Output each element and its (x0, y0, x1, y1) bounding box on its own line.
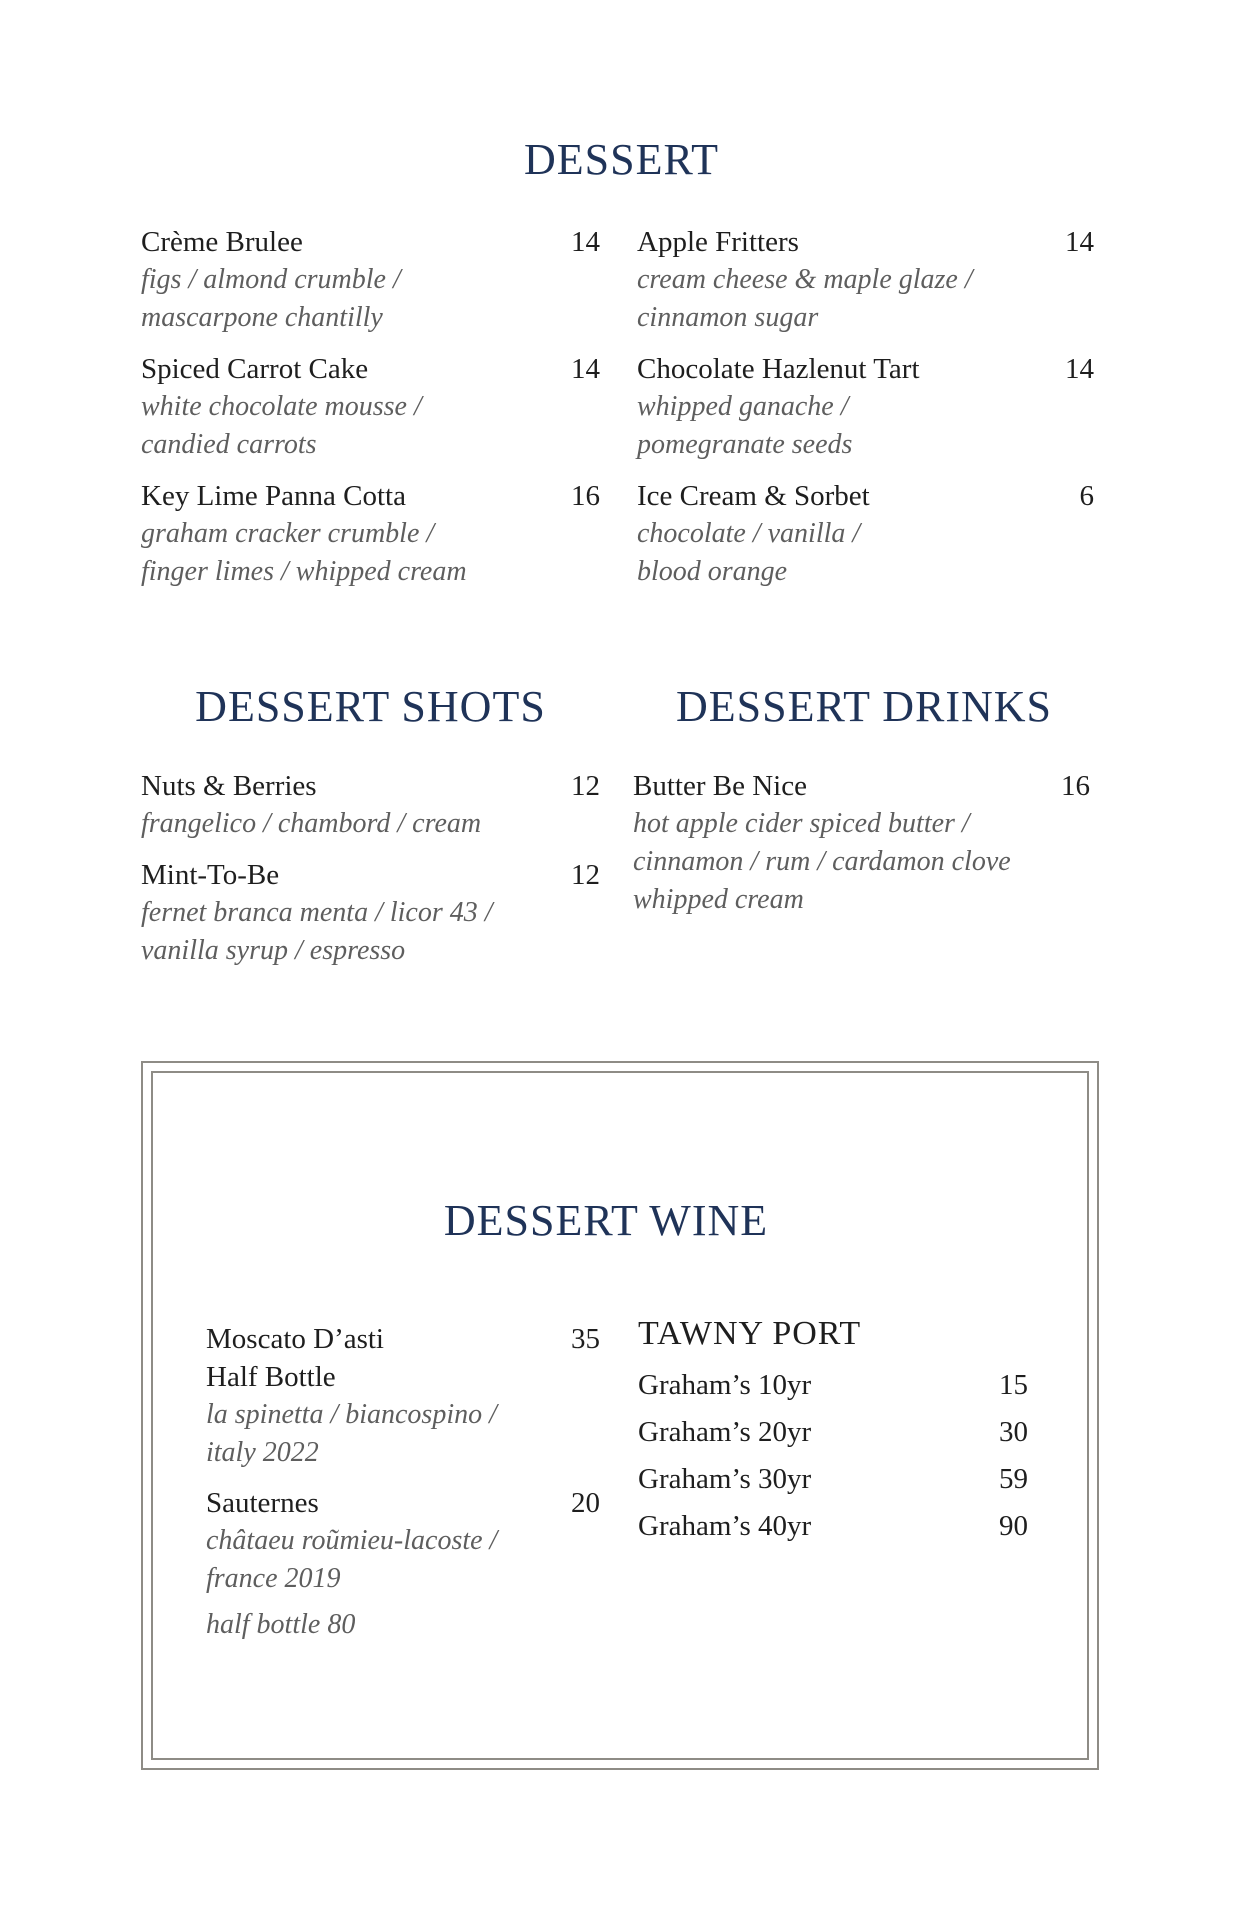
tawny-port-heading: TAWNY PORT (638, 1315, 862, 1352)
item-name: Crème Brulee (141, 226, 303, 258)
item-description: whipped cream (633, 884, 804, 915)
half-bottle-note: half bottle 80 (206, 1609, 356, 1640)
item-name: Moscato D’asti (206, 1323, 384, 1355)
item-name: Sauternes (206, 1487, 319, 1519)
item-description: cinnamon sugar (637, 302, 819, 333)
item-name: Apple Fritters (637, 226, 799, 258)
item-price: 14 (1065, 226, 1094, 258)
port-name: Graham’s 10yr (638, 1369, 812, 1401)
menu-item-butter-be-nice (633, 767, 1090, 919)
item-description: châtaeu roũmieu-lacoste / (206, 1525, 498, 1556)
item-description: mascarpone chantilly (141, 302, 383, 333)
menu-item-creme-brulee (141, 223, 600, 337)
dessert-drinks-heading: DESSERT DRINKS (675, 682, 1053, 731)
port-price: 59 (999, 1463, 1028, 1495)
port-name: Graham’s 30yr (638, 1463, 812, 1495)
item-price: 14 (571, 353, 600, 385)
item-name-sub: Half Bottle (206, 1361, 336, 1393)
item-description: cream cheese & maple glaze / (637, 264, 973, 295)
item-price: 16 (1061, 770, 1090, 802)
item-price: 12 (571, 859, 600, 891)
item-price: 6 (1079, 480, 1094, 512)
menu-item-spiced-carrot-cake (141, 350, 600, 464)
item-description: fernet branca menta / licor 43 / (141, 897, 493, 928)
item-name: Spiced Carrot Cake (141, 353, 369, 385)
port-price: 90 (999, 1510, 1028, 1542)
item-description: whipped ganache / (637, 391, 849, 422)
menu-item-apple-fritters (637, 223, 1094, 337)
item-description: blood orange (637, 556, 788, 587)
port-row-grahams-20yr (638, 1410, 1028, 1454)
port-price: 15 (999, 1369, 1028, 1401)
dessert-heading: DESSERT (523, 135, 720, 184)
port-name: Graham’s 20yr (638, 1416, 812, 1448)
port-name: Graham’s 40yr (638, 1510, 812, 1542)
item-description: chocolate / vanilla / (637, 518, 861, 549)
item-description: cinnamon / rum / cardamon clove (633, 846, 1011, 877)
item-price: 16 (571, 480, 600, 512)
dessert-shots-heading: DESSERT SHOTS (195, 682, 546, 731)
port-row-grahams-30yr (638, 1457, 1028, 1501)
menu-item-sauternes (206, 1484, 600, 1598)
item-description: graham cracker crumble / (141, 518, 435, 549)
port-price: 30 (999, 1416, 1028, 1448)
item-description: hot apple cider spiced butter / (633, 808, 970, 839)
item-name: Mint-To-Be (141, 859, 280, 891)
item-description: france 2019 (206, 1563, 341, 1594)
item-description: la spinetta / biancospino / (206, 1399, 497, 1430)
item-price: 20 (571, 1487, 600, 1519)
item-price: 14 (571, 226, 600, 258)
item-description: italy 2022 (206, 1437, 319, 1468)
menu-item-key-lime-panna-cotta (141, 477, 600, 591)
item-price: 35 (571, 1323, 600, 1355)
item-description: white chocolate mousse / (141, 391, 422, 422)
item-description: frangelico / chambord / cream (141, 808, 482, 839)
item-name: Ice Cream & Sorbet (637, 480, 870, 512)
port-row-grahams-40yr (638, 1504, 1028, 1548)
item-description: candied carrots (141, 429, 317, 460)
item-price: 12 (571, 770, 600, 802)
item-name: Butter Be Nice (633, 770, 807, 802)
item-name: Chocolate Hazlenut Tart (637, 353, 920, 385)
menu-item-chocolate-hazlenut-tart (637, 350, 1094, 464)
item-description: figs / almond crumble / (141, 264, 401, 295)
port-row-grahams-10yr (638, 1363, 1028, 1407)
menu-item-ice-cream-sorbet (637, 477, 1094, 591)
menu-item-nuts-berries (141, 767, 600, 843)
item-description: finger limes / whipped cream (141, 556, 467, 587)
item-name: Nuts & Berries (141, 770, 317, 802)
item-price: 14 (1065, 353, 1094, 385)
menu-item-mint-to-be (141, 856, 600, 970)
item-name: Key Lime Panna Cotta (141, 480, 406, 512)
dessert-wine-heading: DESSERT WINE (443, 1196, 769, 1245)
item-description: pomegranate seeds (637, 429, 853, 460)
menu-item-moscato-dasti (206, 1320, 600, 1472)
item-description: vanilla syrup / espresso (141, 935, 406, 966)
